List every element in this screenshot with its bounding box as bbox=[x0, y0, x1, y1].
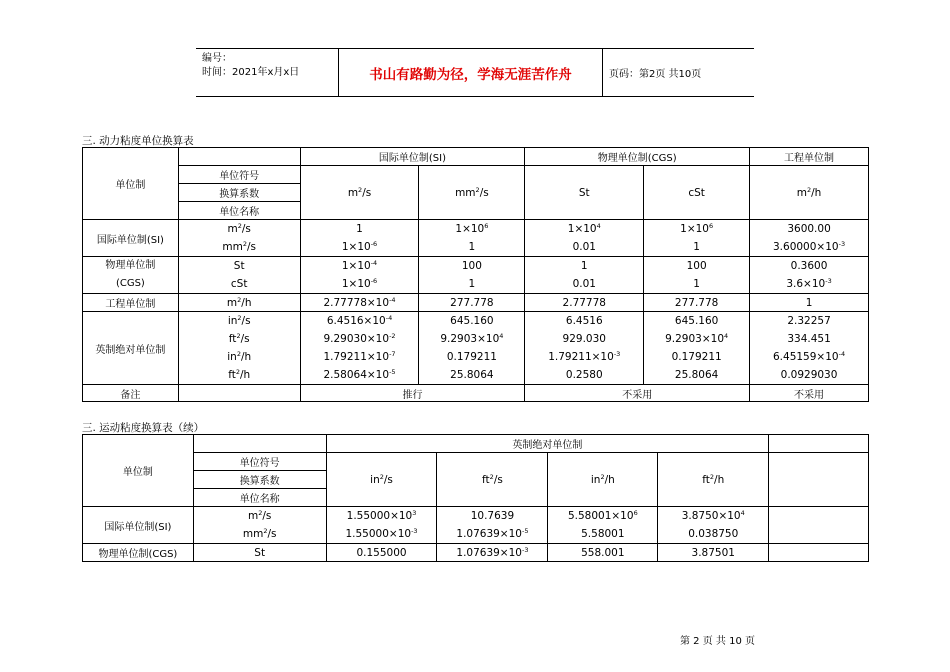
col-header: $mm^2/s$ bbox=[419, 166, 525, 220]
si-group-header: 国际单位制(SI) bbox=[300, 148, 525, 166]
kinematic-viscosity-table bbox=[82, 434, 869, 562]
table-row: 英制绝对单位制 $in^2/s$ $ft^2/s$ $in^2/h$ $ft^2/h$ $6.4516\times 10^{-4}$ $9.29030\times 10^{-2}$ $1.79211\times 10^{-7}$ $2.58064\times 10^{-5}$ 645.160 $9.2903\times 10^4$ 0.179211 25.8064 6.4516 929.030 $1.79211\times 10^{-3}$ 0.2580 645.160 $9.2903\times 10^4$ 0.179211 25.8064 2.32257 334.451 $6.45159\times 10^{-4}$ 0.0929030 bbox=[83, 312, 869, 385]
table-row: 工程单位制 $m^2/h$ $2.77778\times 10^{-4}$ 277.778 2.77778 277.778 1 bbox=[83, 294, 869, 312]
si-remark: 推行 bbox=[300, 385, 525, 402]
conversion-label: 换算系数 bbox=[193, 471, 326, 489]
cgs-group-header: 物理单位制(CGS) bbox=[525, 148, 750, 166]
col-header: St bbox=[525, 166, 644, 220]
row-label-si: 国际单位制(SI) bbox=[83, 220, 179, 257]
motto: 书山有路勤为径，学海无涯苦作舟 bbox=[339, 49, 603, 96]
eng-group-header: 工程单位制 bbox=[750, 148, 869, 166]
unit-symbol-label: 单位符号 bbox=[193, 453, 326, 471]
row-label-si: 国际单位制(SI) bbox=[83, 507, 194, 544]
dynamic-viscosity-table bbox=[82, 147, 869, 402]
unit-name-label: 单位名称 bbox=[178, 202, 300, 220]
table-row: 国际单位制(SI) $m^2/s$ $mm^2/s$ 1 $1\times 10^{-6}$ $1\times 10^6$ 1 $1\times 10^4$ 0.01 $1\times 10^6$ 1 3600.00 $3.60000\times 10^{-3}$ bbox=[83, 220, 869, 257]
col-header: $in^2/s$ bbox=[326, 453, 437, 507]
col-header: $m^2/s$ bbox=[300, 166, 419, 220]
remarks-label: 备注 bbox=[83, 385, 179, 402]
unit-system-label: 单位制 bbox=[83, 148, 179, 220]
table2-title: 三. 运动粘度换算表（续） bbox=[82, 422, 205, 434]
col-header: cSt bbox=[644, 166, 750, 220]
col-header: $m^2/h$ bbox=[750, 166, 869, 220]
table-row: 物理单位制(CGS) St 0.155000 $1.07639\times 10^{-3}$ 558.001 3.87501 bbox=[83, 544, 869, 562]
row-label-eng: 工程单位制 bbox=[83, 294, 179, 312]
time-label: 时间：2021年x月x日 bbox=[202, 67, 300, 78]
col-header: $ft^2/h$ bbox=[658, 453, 769, 507]
col-header: $in^2/h$ bbox=[548, 453, 658, 507]
unit-name-label: 单位名称 bbox=[193, 489, 326, 507]
col-header: $ft^2/s$ bbox=[437, 453, 548, 507]
row-label-cgs: 物理单位制(CGS) bbox=[83, 544, 194, 562]
number-label: 编号： bbox=[202, 53, 232, 64]
imperial-group-header: 英制绝对单位制 bbox=[326, 435, 769, 453]
page-header bbox=[196, 48, 754, 97]
conversion-label: 换算系数 bbox=[178, 184, 300, 202]
table-row: 国际单位制(SI) $m^2/s$ $mm^2/s$ $1.55000\times 10^3$ $1.55000\times 10^{-3}$ 10.7639 $1.07639\times 10^{-5}$ $5.58001\times 10^6$ 5.58001 $3.8750\times 10^4$ 0.038750 bbox=[83, 507, 869, 544]
table1-title: 三. 动力粘度单位换算表 bbox=[82, 135, 194, 147]
header-meta bbox=[196, 49, 339, 96]
row-label-imperial: 英制绝对单位制 bbox=[83, 312, 179, 385]
unit-symbol-label: 单位符号 bbox=[178, 166, 300, 184]
page-footer: 第 2 页 共 10 页 bbox=[680, 636, 755, 647]
page-label: 页码：第2页 共10页 bbox=[609, 69, 702, 80]
unit-system-label: 单位制 bbox=[83, 435, 194, 507]
eng-remark: 不采用 bbox=[750, 385, 869, 402]
table-row bbox=[83, 385, 869, 402]
row-label-cgs: 物理单位制 (CGS) bbox=[83, 257, 179, 294]
cgs-remark: 不采用 bbox=[525, 385, 750, 402]
table-row: 物理单位制 (CGS) St cSt $1\times 10^{-4}$ $1\times 10^{-6}$ 100 1 1 0.01 100 1 0.3600 $3.6\times 10^{-3}$ bbox=[83, 257, 869, 294]
